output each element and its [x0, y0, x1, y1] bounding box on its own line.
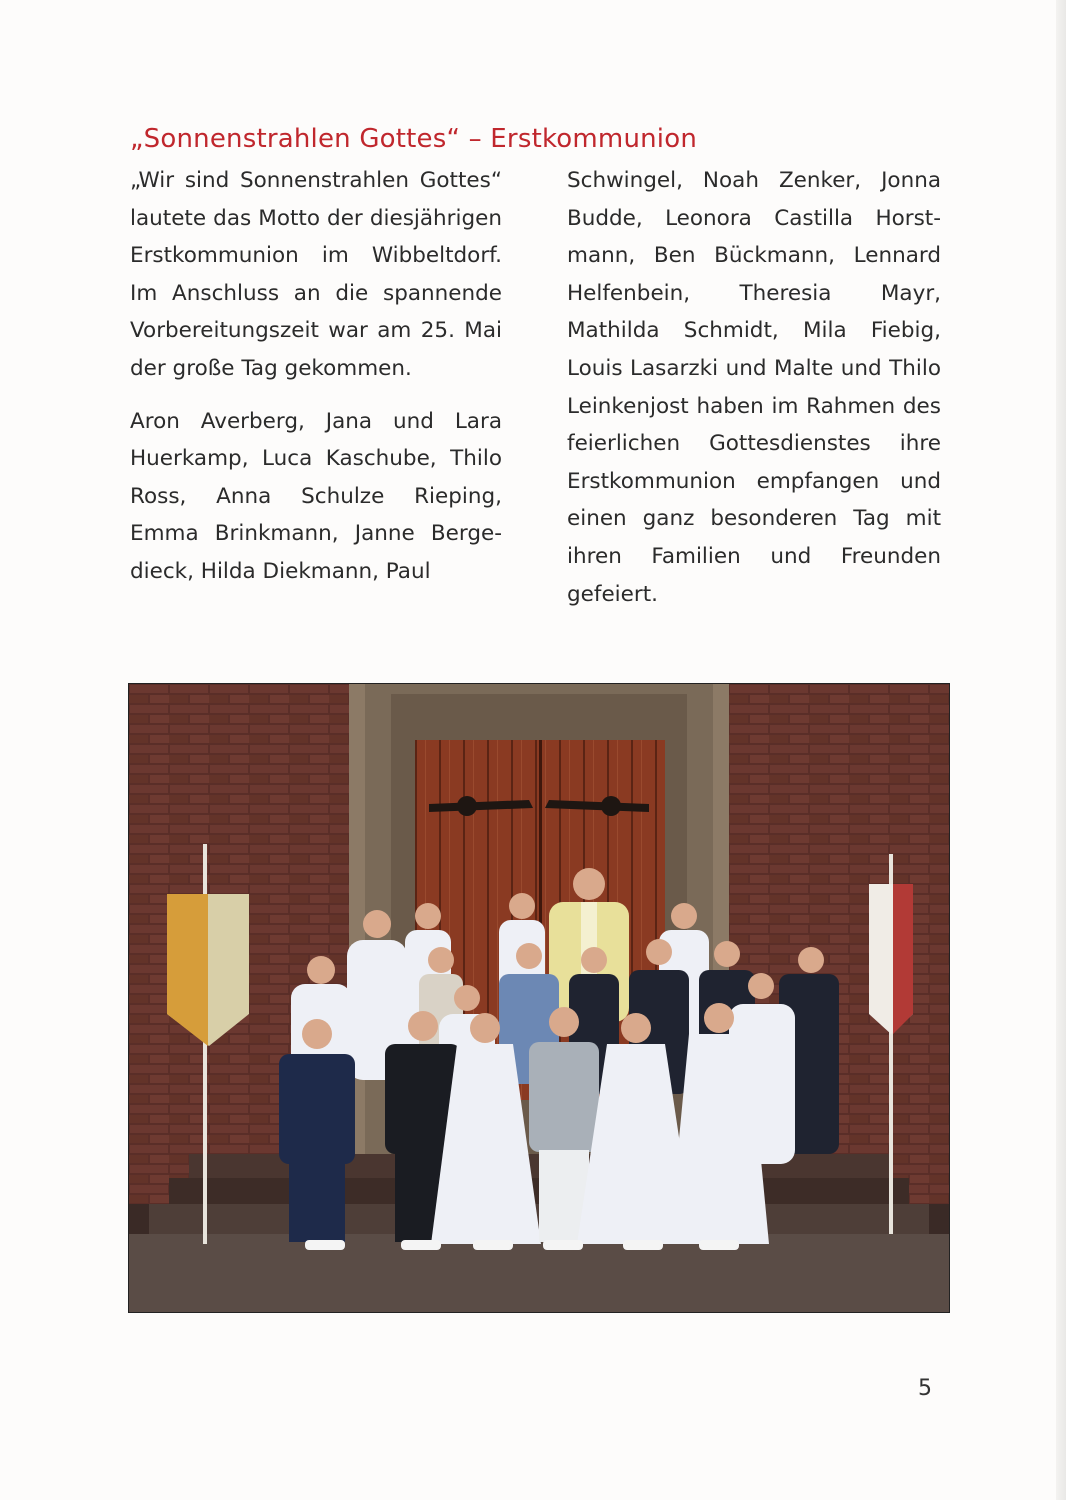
- group-photo: [128, 683, 950, 1313]
- left-paragraph-2: Aron Averberg, Jana und Lara Huerkamp, Luca Kaschube, Thilo Ross, Anna Schulze Rieping, Emma Brinkmann, Janne Bergedieck, Hilda Diekmann, Paul: [130, 408, 502, 584]
- left-paragraph-1: „Wir sind Sonnenstrahlen Gottes“ lautete das Motto der diesjährigen Erstkommunion im Wibbeltdorf. Im Anschluss an die spannende Vorbereitungszeit war am 25. Mai der große Tag gekommen.: [130, 168, 502, 381]
- page-number: 5: [918, 1376, 932, 1401]
- group-photo-illustration: [129, 684, 949, 1312]
- right-paragraph-1: Schwingel, Noah Zenker, Jonna Budde, Leonora Castilla Horstmann, Ben Bückmann, Lennard Helfenbein, Theresia Mayr, Mathilda Schmidt, Mila Fiebig, Louis Lasarzki und Malte und Thilo Leinkenjost haben im Rahmen des feierlichen Gottesdienstes ihre Erstkommunion empfangen und einen ganz besonderen Tag mit ihren Familien und Freunden gefeiert.: [567, 168, 941, 607]
- page-edge: [1056, 0, 1066, 1500]
- article-title: „Sonnenstrahlen Gottes“ – Erstkommunion: [130, 124, 698, 154]
- right-column: [567, 162, 941, 613]
- left-column: [130, 162, 502, 591]
